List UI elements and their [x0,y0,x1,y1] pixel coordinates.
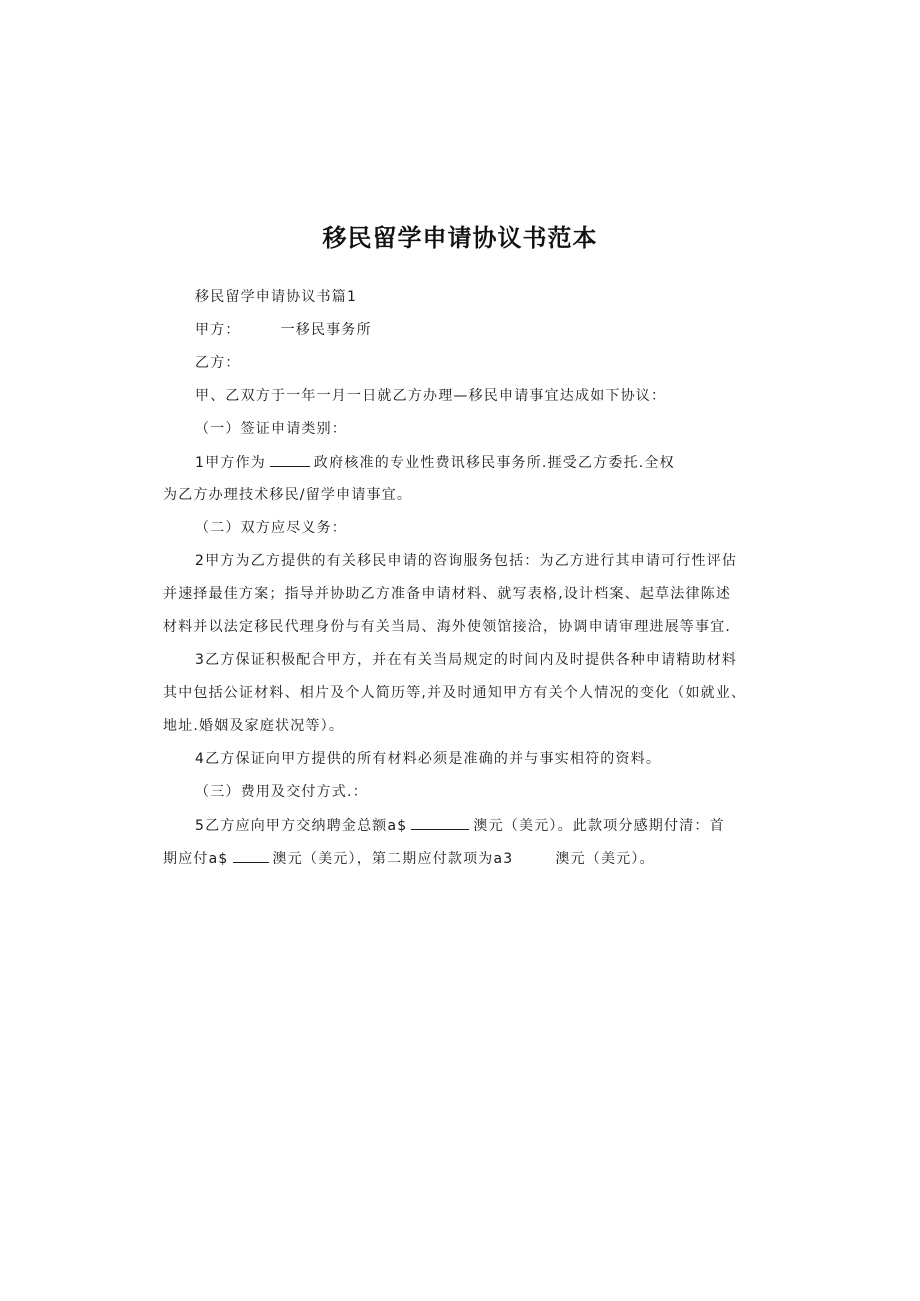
clause1-part2: 政府核准的专业性费讯移民事务所.捱受乙方委托.全权 [313,455,675,471]
clause1-line1 [195,452,675,473]
intro-paragraph: 甲、乙双方于一年一月一日就乙方办理—移民申请事宜达成如下协议： [195,388,667,404]
clause1-part1: 1甲方作为 [195,455,266,471]
document-title: 移民留学申请协议书范本 [322,224,598,252]
party-a-label: 甲方： [195,322,241,338]
section2-heading: （二）双方应尽义务： [195,520,347,536]
clause2-line2: 并速择最佳方案；指导并协助乙方准备申请材料、就写表格,设计档案、起草法律陈述 [163,586,732,602]
clause5-part1: 5乙方应向甲方交纳聘金总额a$ [195,818,408,834]
clause2-line1: 2甲方为乙方提供的有关移民申请的咨询服务包括：为乙方进行其申请可行性评估 [195,553,738,569]
clause3-line2: 其中包括公证材料、相片及个人简历等,并及时通知甲方有关个人情况的变化（如就业、 [163,685,747,701]
clause5-line1 [195,815,725,836]
clause5-line2-part3: 澳元（美元）。 [555,851,655,867]
section3-heading: （三）费用及交付方式.： [195,784,368,800]
clause5-line2 [163,848,655,869]
fill-in-blank [411,815,469,830]
clause3-line1: 3乙方保证积极配合甲方，并在有关当局规定的时间内及时提供各种申请精助材料 [195,652,738,668]
fill-in-blank [270,452,310,467]
clause4-line: 4乙方保证向甲方提供的所有材料必须是准确的并与事实相符的资料。 [195,751,662,767]
party-b-label: 乙方： [195,355,241,371]
section1-heading: （一）签证申请类别： [195,421,347,437]
section-heading: 移民留学申请协议书篇1 [195,289,358,305]
clause5-line2-part1: 期应付a$ [163,851,229,867]
clause5-line2-part2: 澳元（美元），第二期应付款项为a3 [272,851,514,867]
party-a-line [195,320,372,340]
party-a-value: 一移民事务所 [280,322,372,338]
party-b-line [195,353,241,373]
clause1-line2: 为乙方办理技术移民/留学申请事宜。 [163,487,413,503]
fill-in-blank [233,848,269,863]
clause5-part2: 澳元（美元）。此款项分感期付清：首 [473,818,725,834]
clause2-line3: 材料并以法定移民代理身份与有关当局、海外使领馆接洽，协调申请审理进展等事宜. [163,619,732,635]
clause3-line3: 地址.婚姻及家庭状况等）。 [163,718,345,734]
